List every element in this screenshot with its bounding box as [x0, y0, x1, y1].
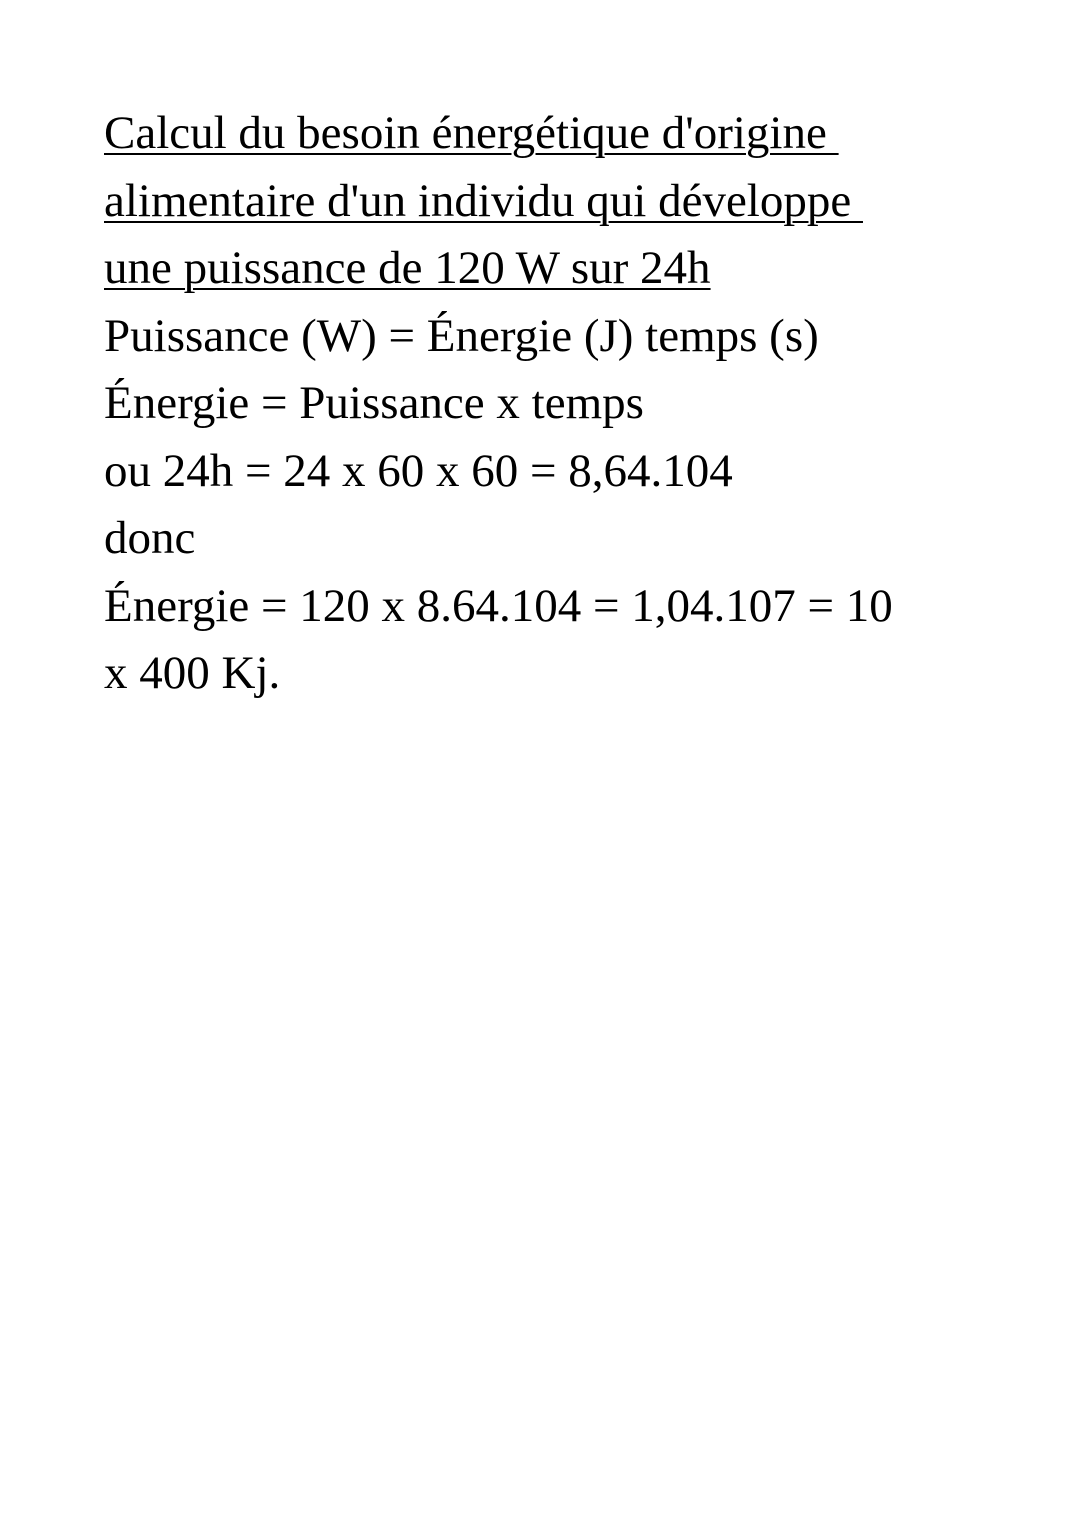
connector-donc: donc	[104, 512, 196, 564]
title-line-2: alimentaire d'un individu qui développe	[104, 174, 863, 227]
formula-energy: Énergie = Puissance x temps	[104, 377, 644, 429]
energy-calculation: Énergie = 120 x 8.64.104 = 1,04.107 = 10	[104, 579, 893, 632]
document-content	[104, 100, 1004, 708]
formula-power: Puissance (W) = Énergie (J) temps (s)	[104, 309, 819, 362]
time-conversion: ou 24h = 24 x 60 x 60 = 8,64.104	[104, 444, 733, 497]
title-line-3: une puissance de 120 W sur 24h	[104, 242, 711, 294]
energy-result: x 400 Kj.	[104, 647, 281, 699]
title-line-1: Calcul du besoin énergétique d'origine	[104, 107, 839, 159]
